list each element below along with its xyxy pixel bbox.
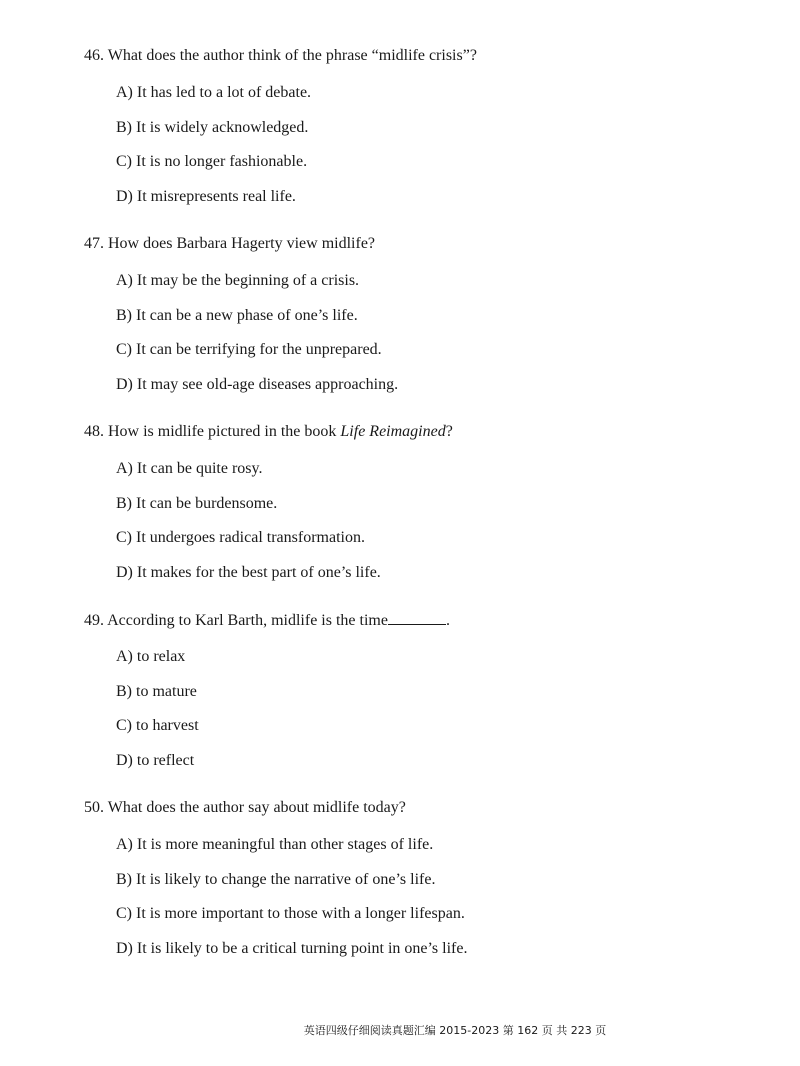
option-d: D) It is likely to be a critical turning point in one’s life. xyxy=(116,939,468,957)
option-c: C) It can be terrifying for the unprepared. xyxy=(116,341,382,358)
answer-blank xyxy=(388,610,446,625)
option-b: B) It can be a new phase of one’s life. xyxy=(116,306,358,324)
option-list xyxy=(84,647,764,771)
option-list xyxy=(84,83,764,207)
option-list xyxy=(84,459,764,583)
option-a: A) It is more meaningful than other stages of life. xyxy=(116,836,434,853)
page-footer xyxy=(0,1022,800,1038)
question-text: How does Barbara Hagerty view midlife? xyxy=(108,235,376,252)
option-b: B) It can be burdensome. xyxy=(116,494,278,512)
question-number: 46. xyxy=(84,47,104,64)
question-stem xyxy=(84,422,764,442)
question-stem xyxy=(84,798,764,818)
option-a: A) It has led to a lot of debate. xyxy=(116,84,312,101)
question-number: 48. xyxy=(84,423,104,440)
question-50 xyxy=(84,798,764,959)
question-stem xyxy=(84,610,764,630)
option-b: B) to mature xyxy=(116,682,197,700)
option-c: C) It is no longer fashionable. xyxy=(116,153,308,170)
question-stem xyxy=(84,46,764,66)
option-a: A) to relax xyxy=(116,648,186,665)
option-d: D) It misrepresents real life. xyxy=(116,187,296,205)
question-number: 50. xyxy=(84,799,104,816)
option-d: D) to reflect xyxy=(116,751,195,769)
question-text: What does the author say about midlife today? xyxy=(107,799,406,816)
option-c: C) to harvest xyxy=(116,717,199,734)
option-b: B) It is widely acknowledged. xyxy=(116,118,309,136)
question-48 xyxy=(84,422,764,583)
question-46 xyxy=(84,46,764,207)
option-a: A) It may be the beginning of a crisis. xyxy=(116,272,360,289)
question-stem xyxy=(84,234,764,254)
option-list xyxy=(84,271,764,395)
option-d: D) It makes for the best part of one’s life. xyxy=(116,563,381,581)
option-c: C) It is more important to those with a longer lifespan. xyxy=(116,905,465,922)
option-c: C) It undergoes radical transformation. xyxy=(116,529,365,546)
page-footer-text: 英语四级仔细阅读真题汇编 2015-2023 第 162 页 共 223 页 xyxy=(303,1024,607,1037)
option-d: D) It may see old-age diseases approaching. xyxy=(116,375,399,393)
book-title: Life Reimagined xyxy=(340,423,446,440)
question-number: 47. xyxy=(84,235,104,252)
question-period: . xyxy=(445,612,450,629)
question-text: What does the author think of the phrase “midlife crisis”? xyxy=(107,47,477,64)
question-text: How is midlife pictured in the book xyxy=(108,423,337,440)
question-number: 49. xyxy=(84,612,104,629)
question-mark: ? xyxy=(445,423,453,440)
option-b: B) It is likely to change the narrative of one’s life. xyxy=(116,870,436,888)
option-list xyxy=(84,835,764,959)
question-text: According to Karl Barth, midlife is the time xyxy=(107,612,388,629)
question-49 xyxy=(84,610,764,771)
question-47 xyxy=(84,234,764,395)
option-a: A) It can be quite rosy. xyxy=(116,460,263,477)
